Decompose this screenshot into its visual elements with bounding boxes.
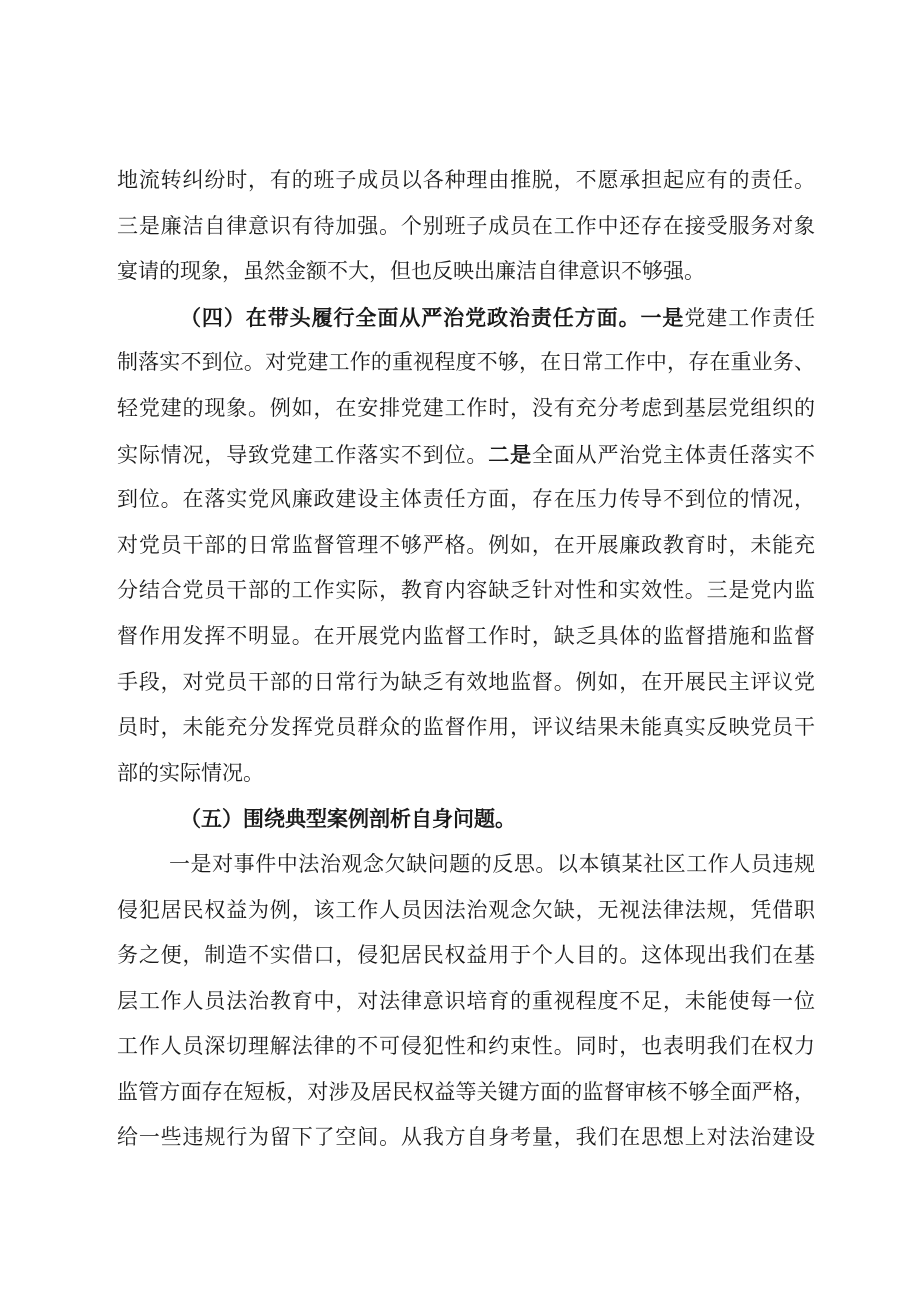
text-line: 监管方面存在短板，对涉及居民权益等关键方面的监督审核不够全面严格， <box>117 1079 815 1104</box>
line-plain: 实际情况，导致党建工作落实不到位。 <box>117 442 489 467</box>
text-line: 工作人员深切理解法律的不可侵犯性和约束性。同时，也表明我们在权力 <box>117 1034 815 1059</box>
body-text <box>117 158 815 1161</box>
text-line: 宴请的现象，虽然金额不大，但也反映出廉洁自律意识不够强。 <box>117 259 705 284</box>
text-line: 部的实际情况。 <box>117 760 264 785</box>
second-marker: 二是 <box>488 441 532 467</box>
text-line: 对党员干部的日常监督管理不够严格。例如，在开展廉政教育时，未能充 <box>117 532 815 557</box>
text-line: 层工作人员法治教育中，对法律意识培育的重视程度不足，未能使每一位 <box>117 988 815 1013</box>
line-rest: 全面从严治党主体责任落实不 <box>531 442 816 467</box>
text-line: 到位。在落实党风廉政建设主体责任方面，存在压力传导不到位的情况， <box>117 487 815 512</box>
section-4-heading-line <box>117 295 815 341</box>
text-line: 务之便，制造不实借口，侵犯居民权益用于个人目的。这体现出我们在基 <box>117 943 815 968</box>
text-line: 分结合党员干部的工作实际，教育内容缺乏针对性和实效性。三是党内监 <box>117 578 815 603</box>
text-line: 地流转纠纷时，有的班子成员以各种理由推脱，不愿承担起应有的责任。 <box>117 168 815 192</box>
section-4-first-rest: 党建工作责任 <box>684 305 816 330</box>
text-line: 三是廉洁自律意识有待加强。个别班子成员在工作中还存在接受服务对象 <box>117 213 815 238</box>
text-line: 轻党建的现象。例如，在安排党建工作时，没有充分考虑到基层党组织的 <box>117 395 815 420</box>
section-4-first-marker: 一是 <box>640 304 685 330</box>
text-line: 侵犯居民权益为例，该工作人员因法治观念欠缺，无视法律法规，凭借职 <box>117 897 815 922</box>
section-5-heading-line <box>117 796 815 842</box>
text-line: 一是对事件中法治观念欠缺问题的反思。以本镇某社区工作人员违规 <box>169 851 815 876</box>
section-4-heading: （四）在带头履行全面从严治党政治责任方面。 <box>180 304 641 330</box>
text-line: 员时，未能充分发挥党员群众的监督作用，评议结果未能真实反映党员干 <box>117 715 815 740</box>
text-line: 手段，对党员干部的日常行为缺乏有效地监督。例如，在开展民主评议党 <box>117 669 815 694</box>
section-5-heading: （五）围绕典型案例剖析自身问题。 <box>180 806 516 832</box>
text-line: 给一些违规行为留下了空间。从我方自身考量，我们在思想上对法治建设 <box>117 1125 815 1150</box>
text-line: 制落实不到位。对党建工作的重视程度不够，在日常工作中，存在重业务、 <box>117 350 815 375</box>
text-line: 督作用发挥不明显。在开展党内监督工作时，缺乏具体的监督措施和监督 <box>117 623 815 648</box>
text-line-with-marker <box>117 432 815 478</box>
